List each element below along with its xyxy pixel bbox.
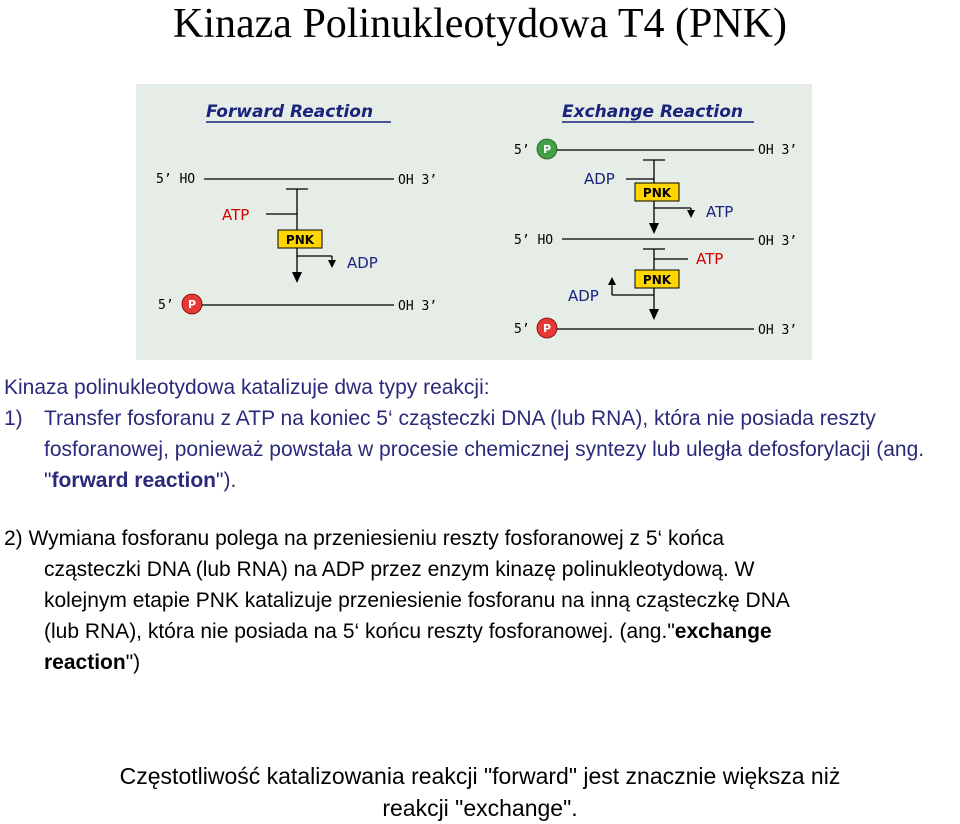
exchange-s2-3end: OH 3’: [758, 234, 798, 249]
forward-pnk-label: PNK: [285, 233, 315, 247]
intro-text: Kinaza polinukleotydowa katalizuje dwa typy reakcji:: [4, 376, 490, 399]
item1-text: [44, 403, 954, 496]
item2-line2: cząsteczki DNA (lub RNA) na ADP przez enzym kinazę polinukleotydową. W: [44, 558, 755, 581]
exchange-adp1-label: ADP: [584, 170, 615, 188]
forward-title: Forward Reaction: [206, 102, 374, 122]
footer-note: [0, 760, 960, 824]
item2-line5-bold: reaction: [44, 651, 126, 674]
item2-line1: 2) Wymiana fosforanu polega na przeniesieniu reszty fosforanowej z 5‘ końca: [4, 527, 725, 550]
reaction-diagram: [136, 84, 812, 360]
reaction-diagram-svg: [136, 84, 812, 360]
forward-top-5end: 5’ HO: [156, 172, 196, 187]
item1-bold-term: forward reaction: [51, 469, 217, 492]
footer-line1: Częstotliwość katalizowania reakcji "forward" jest znacznie większa niż: [119, 763, 841, 789]
forward-adp-label: ADP: [347, 254, 378, 272]
footer-line2: reakcji "exchange".: [382, 795, 578, 821]
exchange-pnk1-label: PNK: [642, 186, 672, 200]
exchange-s3-5end: 5’: [514, 322, 530, 337]
item1-number: 1): [4, 407, 23, 430]
page-title: Kinaza Polinukleotydowa T4 (PNK): [173, 1, 787, 47]
exchange-s1-5end: 5’: [514, 143, 530, 158]
forward-atp-label: ATP: [222, 206, 250, 224]
exchange-atp1-label: ATP: [706, 203, 734, 221]
item1-pre: Transfer fosforanu z ATP na koniec 5‘ cząsteczki DNA (lub RNA), która nie posiada reszty fosforanowej, ponieważ powstała w procesie chemicznej syntezy lub uległa defosforylacji (ang. ": [44, 407, 925, 492]
exchange-atp2-label: ATP: [696, 250, 724, 268]
item2-line4: [4, 616, 959, 647]
exchange-s3-3end: OH 3’: [758, 323, 798, 338]
exchange-adp2-label: ADP: [568, 287, 599, 305]
exchange-pnk2-label: PNK: [642, 273, 672, 287]
exchange-s2-5end: 5’ HO: [514, 233, 554, 248]
forward-top-3end: OH 3’: [398, 173, 438, 188]
exchange-s3-phosphate-label: P: [542, 322, 552, 335]
exchange-s1-3end: OH 3’: [758, 143, 798, 158]
forward-bottom-5end: 5’: [158, 298, 174, 313]
forward-phosphate-label: P: [187, 298, 197, 311]
item2-line4-bold: exchange: [674, 620, 772, 643]
item2-line5-post: "): [125, 651, 141, 674]
item2-line4-pre: (lub RNA), która nie posiada na 5‘ końcu reszty fosforanowej. (ang.": [44, 620, 675, 643]
item1-post: ").: [216, 469, 237, 492]
item2-line3: kolejnym etapie PNK katalizuje przeniesienie fosforanu na inną cząsteczkę DNA: [44, 589, 790, 612]
item2-line5: [4, 647, 959, 678]
list-item-forward: [4, 403, 954, 496]
list-item-exchange: [4, 523, 959, 678]
forward-bottom-3end: OH 3’: [398, 299, 438, 314]
exchange-title: Exchange Reaction: [562, 102, 744, 122]
exchange-s1-phosphate-label: P: [542, 143, 552, 156]
